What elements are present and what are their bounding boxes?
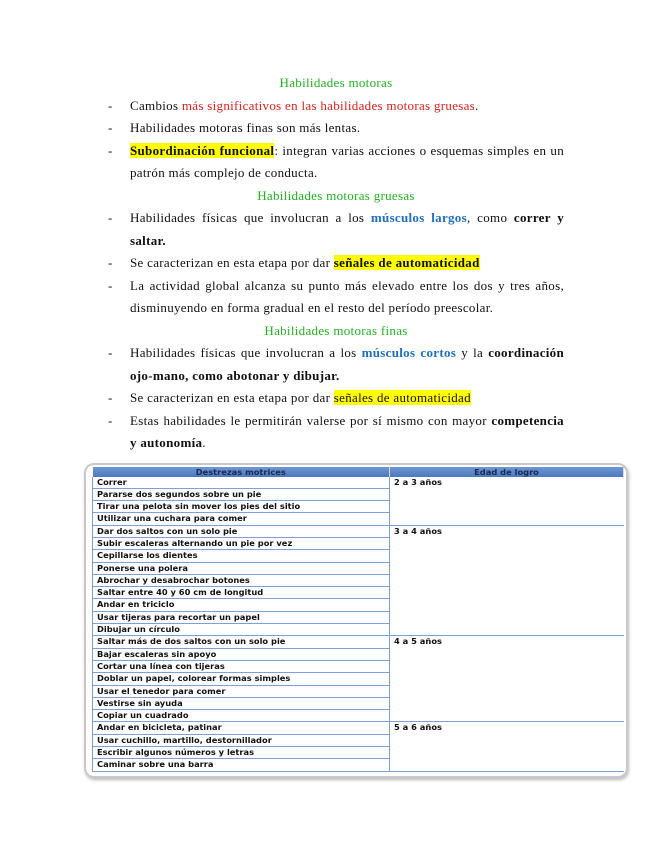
skill-cell: Copiar un cuadrado [93, 710, 390, 722]
bold-text: correr y saltar. [130, 210, 565, 248]
list-item [108, 117, 564, 140]
text: Se caracterizan en esta etapa por dar [130, 255, 334, 270]
skill-cell: Usar cuchillo, martillo, destornillador [93, 734, 390, 746]
age-cell: 5 a 6 años [390, 722, 624, 771]
text: Estas habilidades le permitirán valerse por sí mismo con mayor [130, 412, 492, 428]
list-item [108, 140, 564, 185]
age-cell: 2 a 3 años [390, 477, 624, 526]
heading-motoras-gruesas: Habilidades motoras gruesas [257, 187, 415, 203]
skill-cell: Abrochar y desabrochar botones [93, 574, 390, 586]
bullet: - [108, 210, 113, 225]
skill-cell: Saltar más de dos saltos con un solo pie [93, 636, 390, 648]
table-row [93, 525, 624, 537]
skill-cell: Subir escaleras alternando un pie por vez [93, 537, 390, 549]
skill-cell: Cortar una línea con tijeras [93, 660, 390, 672]
list-item [108, 252, 564, 275]
skill-cell: Dibujar un círculo [93, 624, 390, 636]
skill-cell: Bajar escaleras sin apoyo [93, 648, 390, 660]
document-body [108, 72, 564, 455]
blue-term: músculos largos [370, 210, 467, 225]
bullet: - [108, 255, 113, 270]
skill-cell: Dar dos saltos con un solo pie [93, 525, 390, 537]
skill-cell: Escribir algunos números y letras [93, 747, 390, 759]
skill-cell: Saltar entre 40 y 60 cm de longitud [93, 587, 390, 599]
bullet: - [108, 412, 113, 428]
bold-text: coordinación ojo-mano, como abotonar y dibujar. [130, 345, 565, 383]
table-row [93, 477, 624, 489]
list-item [108, 207, 564, 252]
skill-cell: Pararse dos segundos sobre un pie [93, 488, 390, 500]
list-item [108, 275, 564, 320]
text: Habilidades físicas que involucran a los [130, 345, 362, 360]
skill-cell: Andar en bicicleta, patinar [93, 722, 390, 734]
blue-term: músculos cortos [361, 345, 457, 360]
skill-cell: Tirar una pelota sin mover los pies del sitio [93, 501, 390, 513]
age-cell: 3 a 4 años [390, 525, 624, 636]
age-cell: 4 a 5 años [390, 636, 624, 722]
column-header-skills: Destrezas motrices [93, 467, 390, 477]
bullet: - [108, 390, 113, 405]
motor-skills-table-image [84, 463, 628, 778]
text: y la [456, 345, 489, 360]
skill-cell: Vestirse sin ayuda [93, 697, 390, 709]
text: La actividad global alcanza su punto más elevado entre los dos y tres años, disminuyendo en forma gradual en el resto del período preescolar. [130, 277, 564, 315]
heading-habilidades-motoras: Habilidades motoras [279, 75, 393, 90]
list-item [108, 342, 564, 387]
motor-skills-table [92, 467, 624, 772]
skill-cell: Usar el tenedor para comer [93, 685, 390, 697]
text: Se caracterizan en esta etapa por dar [130, 390, 334, 405]
skill-cell: Utilizar una cuchara para comer [93, 513, 390, 525]
red-text: más significativos en las habilidades motoras gruesas [181, 97, 476, 113]
table-row [93, 636, 624, 648]
skill-cell: Ponerse una polera [93, 562, 390, 574]
column-header-age: Edad de logro [390, 467, 624, 477]
skill-cell: Caminar sobre una barra [93, 759, 390, 771]
bullet: - [108, 277, 113, 293]
heading-motoras-finas: Habilidades motoras finas [264, 322, 408, 338]
text: . [202, 435, 206, 450]
skill-cell: Correr [93, 477, 390, 489]
text: Habilidades motoras finas son más lentas. [130, 120, 361, 135]
highlighted-term: señales de automaticidad [333, 390, 471, 405]
list-item [108, 410, 564, 455]
bullet: - [108, 345, 113, 360]
bullet: - [108, 97, 113, 113]
text: , como [466, 210, 514, 225]
text: . [475, 97, 479, 113]
skill-cell: Cepillarse los dientes [93, 550, 390, 562]
bullet: - [108, 120, 113, 135]
text: Cambios [130, 97, 182, 113]
text: : integran varias acciones o esquemas simples en un patrón más complejo de conducta. [130, 142, 564, 180]
list-item [108, 387, 564, 410]
skill-cell: Doblar un papel, colorear formas simples [93, 673, 390, 685]
skill-cell: Andar en triciclo [93, 599, 390, 611]
highlighted-term: señales de automaticidad [333, 255, 480, 270]
list-item [108, 95, 564, 118]
skill-cell: Usar tijeras para recortar un papel [93, 611, 390, 623]
bold-text: competencia y autonomía [130, 412, 564, 450]
table-row [93, 722, 624, 734]
highlighted-term: Subordinación funcional [130, 142, 275, 158]
text: Habilidades físicas que involucran a los [130, 210, 371, 225]
bullet: - [108, 142, 113, 158]
